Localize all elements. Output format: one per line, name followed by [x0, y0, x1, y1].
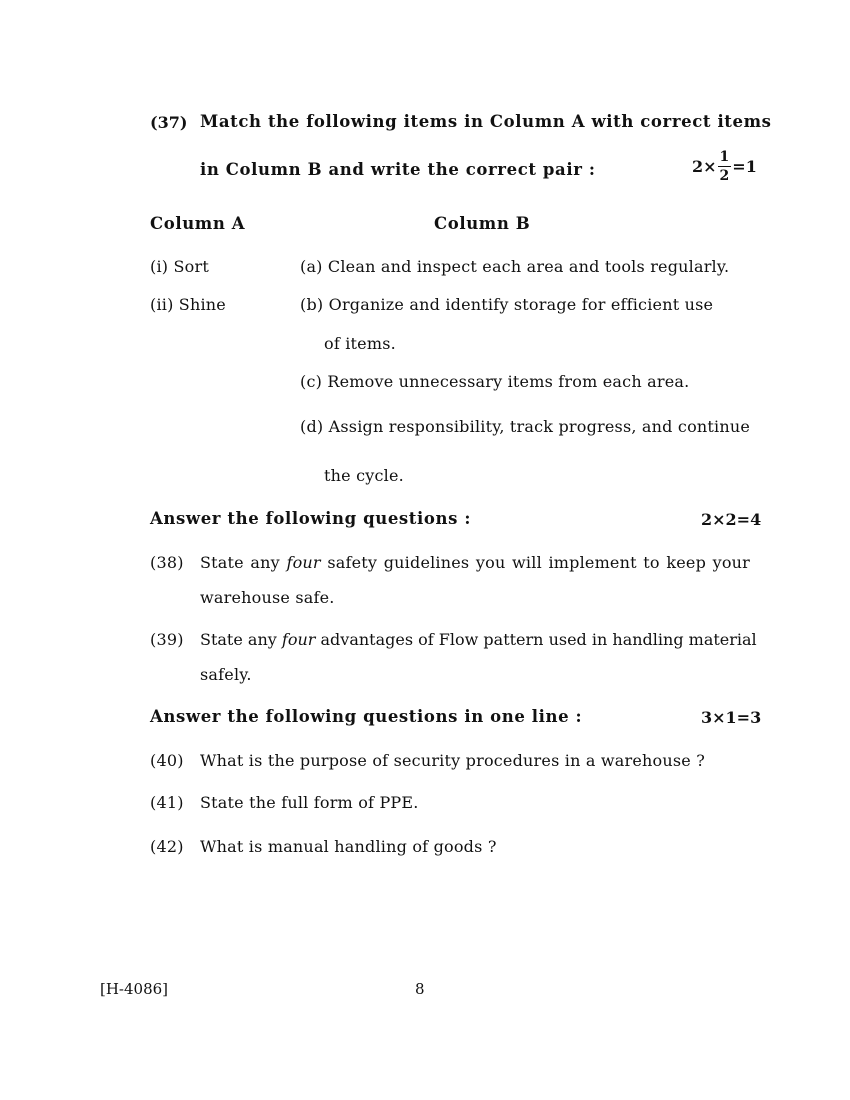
item-label: (c): [300, 372, 323, 391]
q38-line2: warehouse safe.: [200, 588, 335, 607]
q38-pre: State any: [200, 553, 280, 572]
column-b-item-a: [300, 257, 729, 276]
column-a-item-shine: (ii) Shine: [150, 295, 226, 314]
q39-line2: safely.: [200, 665, 252, 684]
column-b-item-d-continued: the cycle.: [324, 466, 404, 485]
q40-number: (40): [150, 751, 184, 770]
q40-text: What is the purpose of security procedures in a warehouse ?: [200, 751, 706, 770]
q37-line1: Match the following items in Column A with correct items: [200, 112, 772, 131]
q37-marks-prefix: 2×: [692, 157, 717, 176]
column-a-header: Column A: [150, 214, 246, 233]
fraction-numerator: 1: [719, 149, 730, 165]
section3-title: Answer the following questions in one line :: [150, 707, 583, 726]
q38-post: safety guidelines you will implement to keep your: [327, 553, 750, 572]
page-number: 8: [415, 980, 425, 998]
q39-line1: [200, 630, 757, 649]
column-b-item-d: [300, 417, 750, 436]
column-b-header: Column B: [434, 214, 531, 233]
q37-line2: in Column B and write the correct pair :: [200, 160, 596, 179]
q39-pre: State any: [200, 630, 277, 649]
item-text: Remove unnecessary items from each area.: [327, 372, 690, 391]
column-a-item-sort: (i) Sort: [150, 257, 209, 276]
item-label: (b): [300, 295, 324, 314]
section3-marks: 3×1=3: [701, 708, 762, 727]
q37-marks: [692, 150, 757, 183]
item-label: (a): [300, 257, 323, 276]
column-b-item-b-continued: of items.: [324, 334, 396, 353]
q37-number: (37): [150, 113, 188, 132]
q41-text: State the full form of PPE.: [200, 793, 419, 812]
half-fraction: [718, 150, 732, 183]
q38-line1: [200, 553, 750, 572]
q38-number: (38): [150, 553, 184, 572]
item-label: (d): [300, 417, 324, 436]
q37-marks-suffix: =1: [732, 157, 757, 176]
section2-title: Answer the following questions :: [150, 509, 472, 528]
fraction-denominator: 2: [719, 168, 730, 184]
column-b-item-b: [300, 295, 713, 314]
item-text: Assign responsibility, track progress, and continue: [328, 417, 751, 436]
paper-code: [H-4086]: [100, 980, 169, 998]
q39-post: advantages of Flow pattern used in handling material: [320, 630, 757, 649]
column-b-item-c: [300, 372, 689, 391]
q39-number: (39): [150, 630, 184, 649]
q39-emphasis: four: [281, 630, 316, 649]
item-text: Clean and inspect each area and tools regularly.: [327, 257, 730, 276]
q38-emphasis: four: [286, 553, 321, 572]
q42-text: What is manual handling of goods ?: [200, 837, 497, 856]
item-text: Organize and identify storage for efficient use: [328, 295, 714, 314]
q41-number: (41): [150, 793, 184, 812]
q42-number: (42): [150, 837, 184, 856]
section2-marks: 2×2=4: [701, 510, 762, 529]
